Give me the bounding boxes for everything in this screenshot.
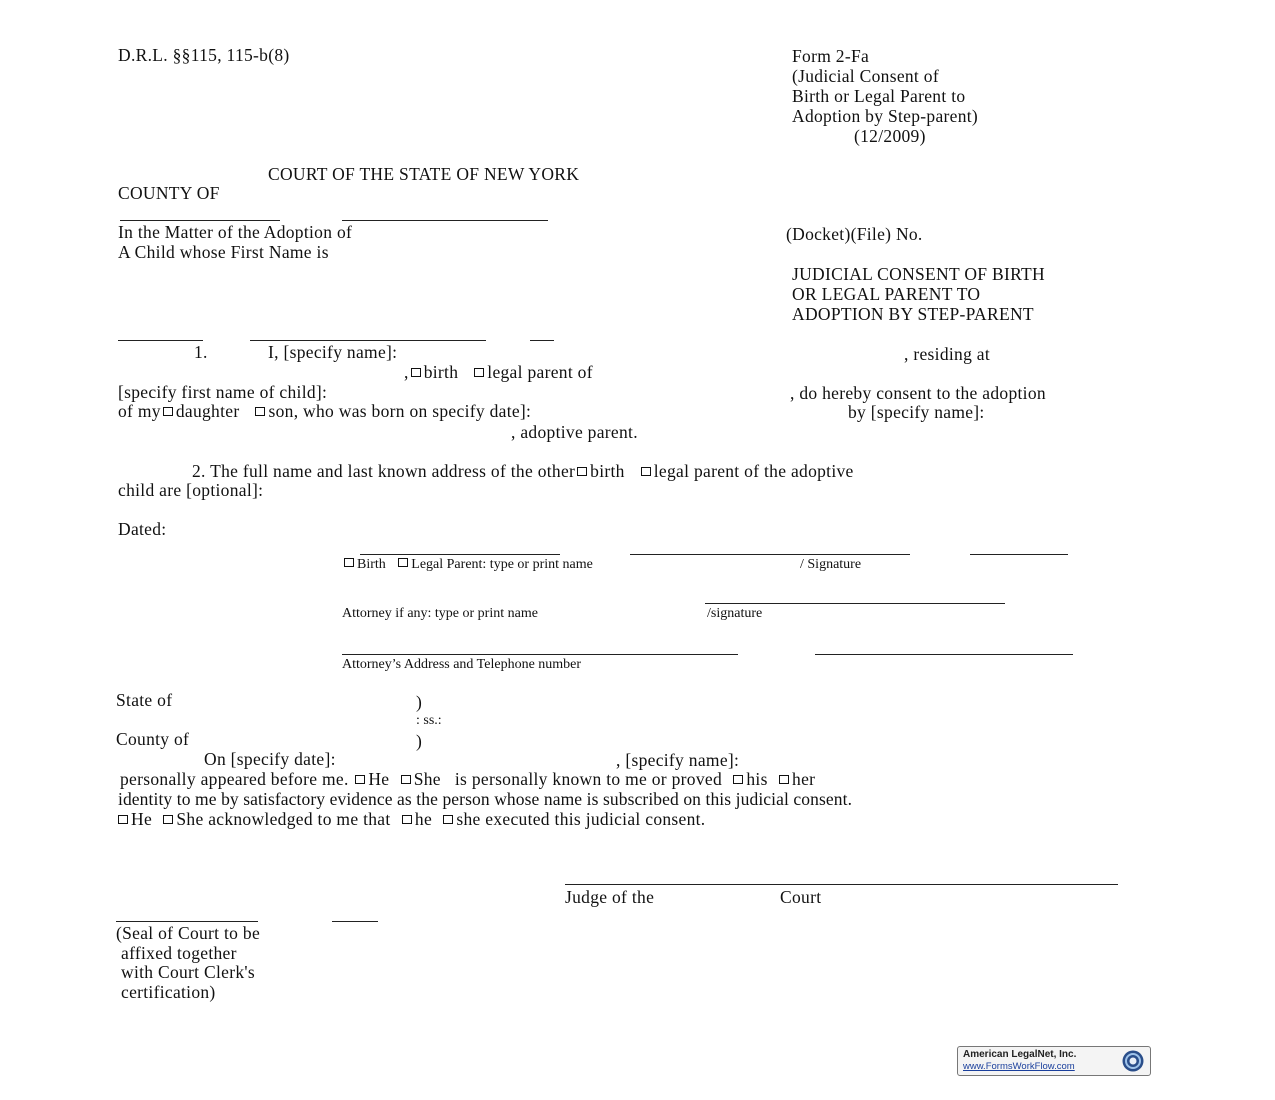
seal-line: certification) bbox=[121, 981, 216, 1002]
court-label: Court bbox=[780, 887, 822, 907]
title-line: JUDICIAL CONSENT OF BIRTH bbox=[792, 264, 1045, 284]
he-checkbox[interactable] bbox=[355, 775, 365, 784]
docket-number-label: (Docket)(File) No. bbox=[786, 224, 923, 244]
other-legal-parent-label: legal parent of the adoptive bbox=[653, 461, 854, 481]
residing-at-label: , residing at bbox=[904, 344, 991, 364]
appeared-text: personally appeared before me. bbox=[120, 769, 349, 789]
judge-of-the-label: Judge of the bbox=[565, 887, 655, 907]
caption-bottom-rule-3 bbox=[530, 340, 554, 341]
other-birth-label: birth bbox=[590, 461, 625, 481]
son-birthdate-label: son, who was born on specify date]: bbox=[268, 401, 532, 421]
he-ack-label: He bbox=[131, 809, 153, 829]
parent-name-line bbox=[360, 554, 560, 555]
birth-parent-checkbox[interactable] bbox=[411, 368, 421, 377]
attorney-phone-line bbox=[815, 654, 1073, 655]
seal-rule-left bbox=[116, 921, 258, 922]
publisher-name: American LegalNet, Inc. bbox=[963, 1049, 1077, 1060]
other-parent-statement bbox=[192, 461, 854, 481]
daughter-label: daughter bbox=[175, 401, 240, 421]
seal-rule-right bbox=[332, 921, 378, 922]
other-birth-parent-checkbox[interactable] bbox=[577, 467, 587, 476]
other-legal-parent-checkbox[interactable] bbox=[641, 467, 651, 476]
county-of-label: County of bbox=[116, 729, 190, 749]
seal-line: (Seal of Court to be bbox=[116, 923, 261, 943]
parent-type-options: , birth legal parent of bbox=[404, 362, 593, 382]
child-name-prompt: [specify first name of child]: bbox=[118, 382, 328, 402]
of-my-label: of my bbox=[118, 401, 161, 421]
attorney-signature-label: /signature bbox=[707, 606, 763, 621]
attorney-address-line bbox=[342, 654, 738, 655]
adoptive-parent-label: , adoptive parent. bbox=[511, 422, 638, 442]
caption-bottom-rule-2 bbox=[250, 340, 486, 341]
venue-paren: ) bbox=[416, 692, 423, 712]
known-text: is personally known to me or proved bbox=[454, 769, 722, 789]
signature-label: / Signature bbox=[800, 557, 862, 572]
parent-type-row bbox=[342, 557, 593, 573]
statute-reference: D.R.L. §§115, 115-b(8) bbox=[118, 45, 290, 65]
caption-top-rule-left bbox=[120, 220, 280, 221]
form-line: (12/2009) bbox=[854, 126, 926, 146]
venue-paren: ) bbox=[416, 731, 423, 751]
she-ack-checkbox[interactable] bbox=[163, 815, 173, 824]
para2-text: 2. The full name and last known address of the other bbox=[192, 461, 576, 481]
publisher-logo bbox=[957, 1046, 1151, 1076]
ss-label: : ss.: bbox=[416, 713, 442, 728]
para2-continuation: child are [optional]: bbox=[118, 480, 264, 500]
judge-signature-line bbox=[565, 884, 1118, 885]
signer-birth-checkbox[interactable] bbox=[344, 558, 354, 567]
caption-top-rule-right bbox=[342, 220, 548, 221]
consent-text: , do hereby consent to the adoption bbox=[790, 383, 1046, 403]
attorney-address-label: Attorney’s Address and Telephone number bbox=[342, 657, 582, 672]
matter-line-2: A Child whose First Name is bbox=[118, 242, 329, 262]
state-of-label: State of bbox=[116, 690, 173, 710]
adopter-name-prompt: by [specify name]: bbox=[848, 402, 985, 422]
his-label: his bbox=[746, 769, 768, 789]
dated-label: Dated: bbox=[118, 519, 167, 539]
form-line: Form 2-Fa bbox=[792, 46, 870, 66]
para1-number: 1. bbox=[194, 342, 208, 362]
name-prompt: I, [specify name]: bbox=[268, 342, 398, 362]
legal-parent-of-label: legal parent of bbox=[487, 362, 593, 382]
county-label: COUNTY OF bbox=[118, 183, 220, 203]
her-label: her bbox=[792, 769, 816, 789]
title-line: OR LEGAL PARENT TO bbox=[792, 284, 981, 304]
title-line: ADOPTION BY STEP-PARENT bbox=[792, 304, 1034, 324]
daughter-checkbox[interactable] bbox=[163, 407, 173, 416]
ack-executed-line bbox=[116, 809, 705, 829]
she-ack-label: She acknowledged to me that bbox=[176, 809, 391, 829]
form-identifier bbox=[792, 46, 978, 146]
form-line: Adoption by Step-parent) bbox=[792, 106, 979, 126]
he-executed-label: he bbox=[414, 809, 433, 829]
parent-date-line bbox=[970, 554, 1068, 555]
signer-legal-checkbox[interactable] bbox=[398, 558, 408, 567]
his-checkbox[interactable] bbox=[733, 775, 743, 784]
caption-bottom-rule-1 bbox=[118, 340, 203, 341]
parent-signature-line bbox=[630, 554, 910, 555]
she-label: She bbox=[413, 769, 441, 789]
seal-note bbox=[116, 924, 260, 1002]
form-line: (Judicial Consent of bbox=[792, 66, 939, 86]
he-ack-checkbox[interactable] bbox=[118, 815, 128, 824]
ack-name-prompt: , [specify name]: bbox=[616, 750, 740, 770]
she-executed-label: she executed this judicial consent. bbox=[456, 809, 706, 829]
signer-legal-label: Legal Parent: type or print name bbox=[411, 557, 593, 572]
globe-icon bbox=[1120, 1049, 1146, 1073]
attorney-signature-line bbox=[705, 603, 1005, 604]
signer-birth-label: Birth bbox=[357, 557, 386, 572]
form-line: Birth or Legal Parent to bbox=[792, 86, 966, 106]
he-executed-checkbox[interactable] bbox=[402, 815, 412, 824]
publisher-url-link[interactable]: www.FormsWorkFlow.com bbox=[963, 1061, 1075, 1072]
matter-line-1: In the Matter of the Adoption of bbox=[118, 222, 353, 242]
legal-parent-checkbox[interactable] bbox=[474, 368, 484, 377]
she-executed-checkbox[interactable] bbox=[443, 815, 453, 824]
she-checkbox[interactable] bbox=[401, 775, 411, 784]
son-checkbox[interactable] bbox=[255, 407, 265, 416]
ack-appearance-line bbox=[120, 769, 815, 789]
child-gender-options bbox=[118, 401, 531, 421]
attorney-name-label: Attorney if any: type or print name bbox=[342, 606, 538, 621]
document-title bbox=[792, 264, 1045, 324]
seal-line: affixed together bbox=[121, 942, 237, 963]
seal-line: with Court Clerk's bbox=[121, 962, 255, 982]
her-checkbox[interactable] bbox=[779, 775, 789, 784]
birth-option-label: birth bbox=[423, 362, 459, 382]
court-name: COURT OF THE STATE OF NEW YORK bbox=[268, 164, 580, 184]
identity-text: identity to me by satisfactory evidence as the person whose name is subscribed on this judicial consent. bbox=[118, 789, 853, 809]
he-label: He bbox=[368, 769, 390, 789]
ack-date-prompt: On [specify date]: bbox=[204, 749, 336, 769]
